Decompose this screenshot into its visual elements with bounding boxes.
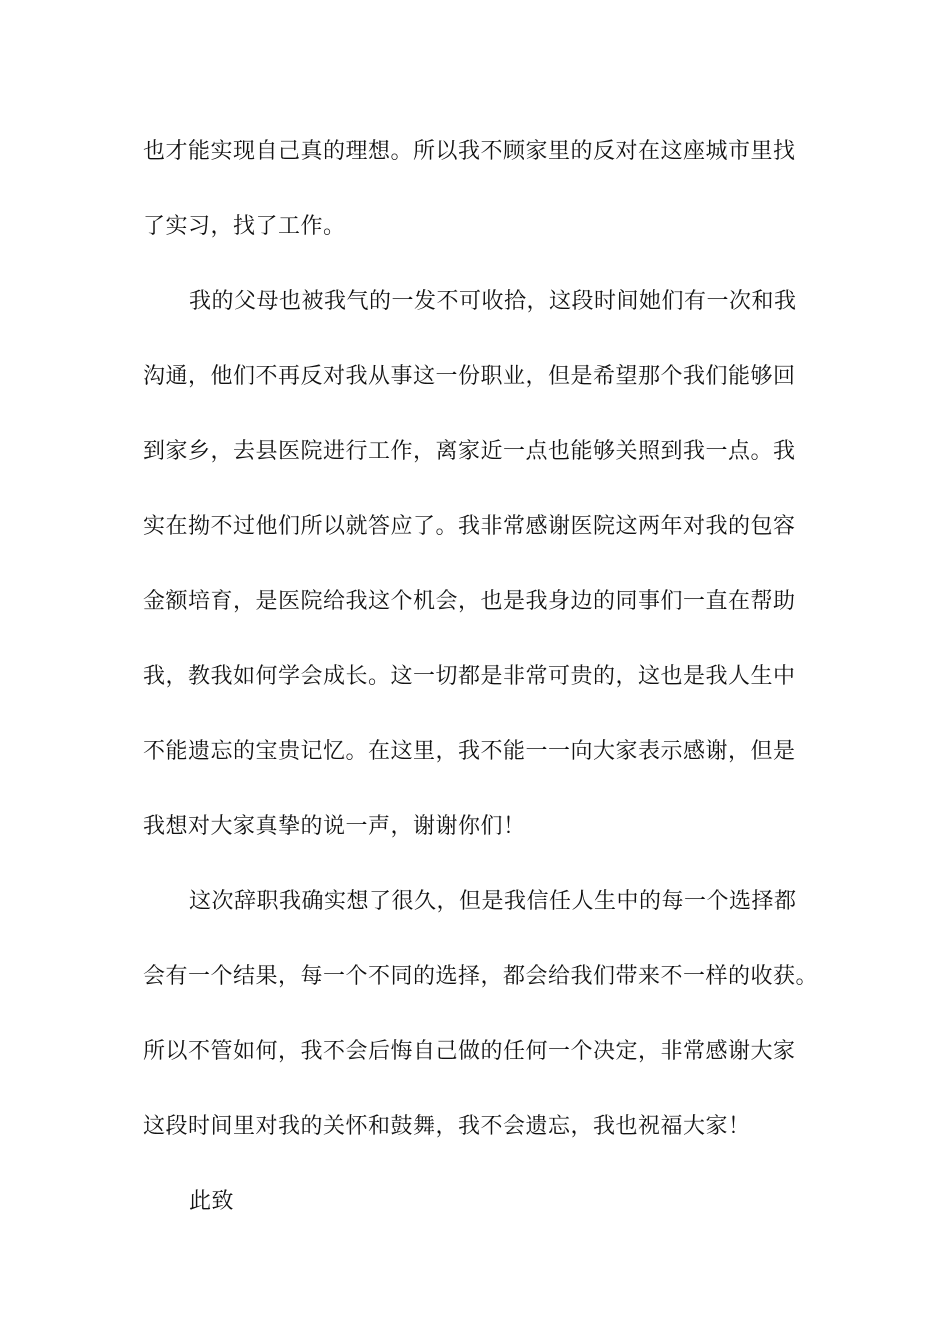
text-line: 所以不管如何，我不会后悔自己做的任何一个决定，非常感谢大家 [143,1039,796,1064]
text-line: 金额培育，是医院给我这个机会，也是我身边的同事们一直在帮助 [143,589,796,614]
paragraph-start-line: 这次辞职我确实想了很久，但是我信任人生中的每一个选择都 [189,889,797,914]
text-line: 到家乡，去县医院进行工作，离家近一点也能够关照到我一点。我 [143,439,796,464]
text-line: 沟通，他们不再反对我从事这一份职业，但是希望那个我们能够回 [143,364,796,389]
closing-salutation: 此致 [189,1189,235,1214]
text-line: 我，教我如何学会成长。这一切都是非常可贵的，这也是我人生中 [143,664,796,689]
text-line: 了实习，找了工作。 [143,214,346,239]
text-line: 我想对大家真挚的说一声，谢谢你们！ [143,814,526,839]
letter-body [143,132,823,1257]
text-line: 实在拗不过他们所以就答应了。我非常感谢医院这两年对我的包容 [143,514,796,539]
paragraph-start-line: 我的父母也被我气的一发不可收拾，这段时间她们有一次和我 [189,289,797,314]
text-line: 也才能实现自己真的理想。所以我不顾家里的反对在这座城市里找 [143,139,796,164]
text-line: 不能遗忘的宝贵记忆。在这里，我不能一一向大家表示感谢，但是 [143,739,796,764]
text-line: 这段时间里对我的关怀和鼓舞，我不会遗忘，我也祝福大家！ [143,1114,751,1139]
text-line: 会有一个结果，每一个不同的选择，都会给我们带来不一样的收获。 [143,964,819,989]
